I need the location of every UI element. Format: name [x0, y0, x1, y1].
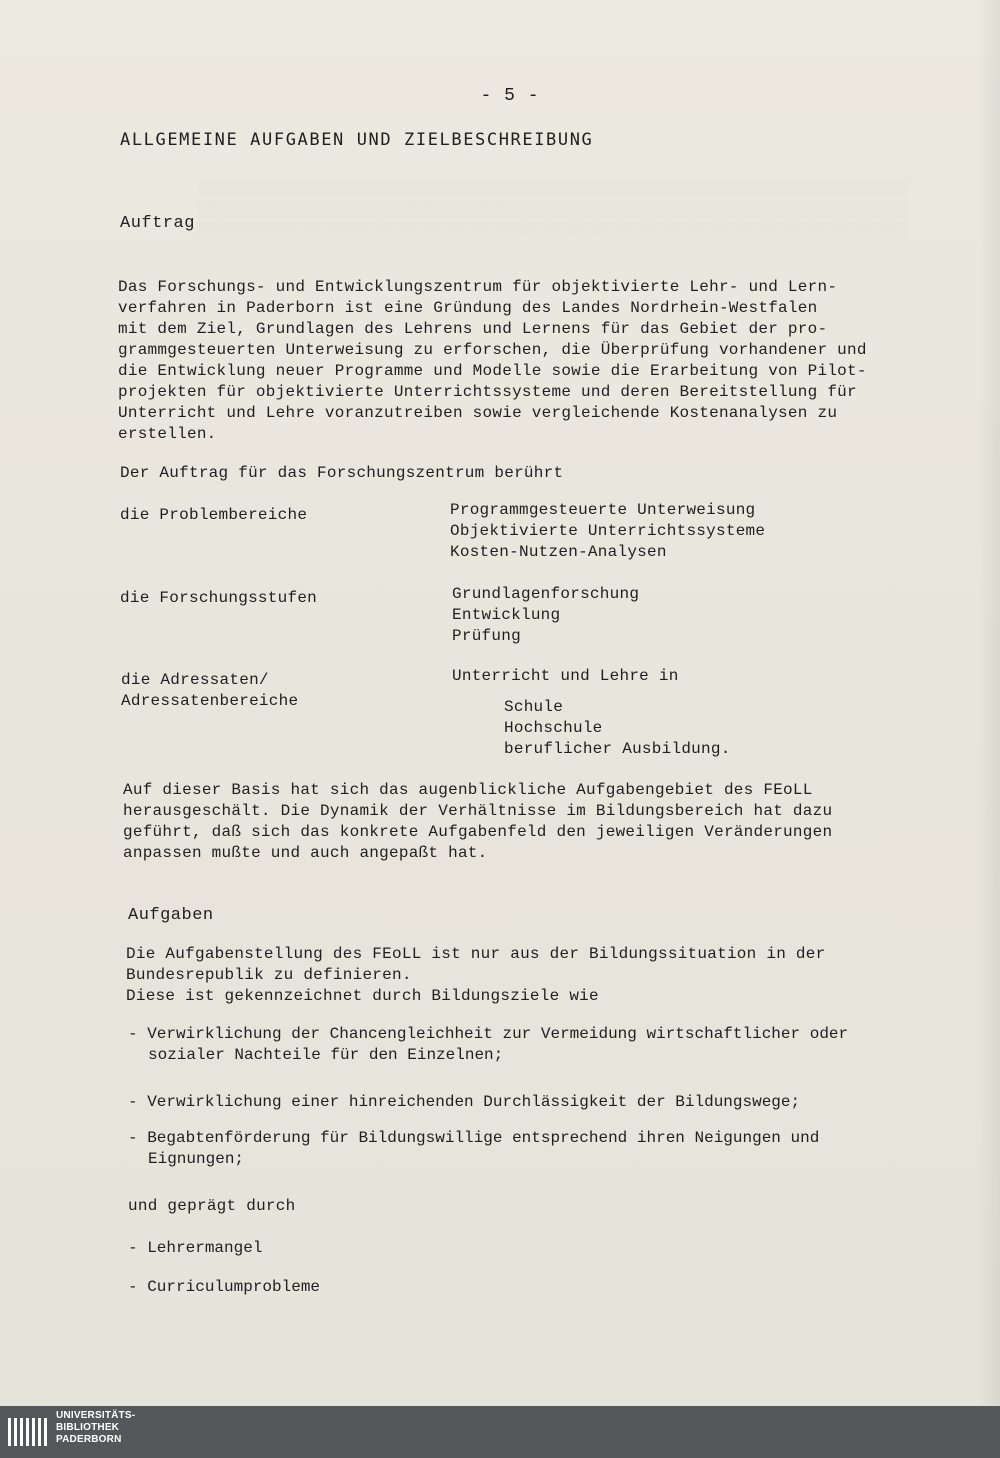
- list-item: Schule: [504, 698, 564, 716]
- paragraph-line: die Entwicklung neuer Programme und Modelle sowie die Erarbeitung von Pilot-: [118, 362, 867, 380]
- paragraph-line: herausgeschält. Die Dynamik der Verhältnisse im Bildungsbereich hat dazu: [123, 802, 833, 820]
- list-item: Hochschule: [504, 719, 603, 737]
- problem-list: [450, 500, 765, 563]
- auftrag-paragraph: [118, 277, 867, 445]
- library-logo-icon: [8, 1416, 48, 1448]
- section-title-auftrag: Auftrag: [120, 214, 195, 233]
- bildungsziel-item: [128, 1024, 848, 1066]
- logo-line: BIBLIOTHEK: [56, 1422, 120, 1433]
- paragraph-line: Die Aufgabenstellung des FEoLL ist nur aus der Bildungssituation in der: [126, 945, 826, 963]
- paragraph-line: Das Forschungs- und Entwicklungszentrum für objektivierte Lehr- und Lern-: [118, 278, 838, 296]
- stufen-list: [452, 584, 639, 647]
- auftrag-closing-paragraph: [123, 780, 832, 864]
- paragraph-line: grammgesteuerten Unterweisung zu erforschen, die Überprüfung vorhandener und: [118, 341, 867, 359]
- paragraph-line: geführt, daß sich das konkrete Aufgabenfeld den jeweiligen Veränderungen: [123, 823, 833, 841]
- logo-line: PADERBORN: [56, 1434, 122, 1445]
- aufgaben-intro-paragraph: [126, 944, 825, 1007]
- bildungsziel-item: [128, 1092, 800, 1113]
- bildungsziel-item: [128, 1128, 819, 1170]
- adressaten-label-line: Adressatenbereiche: [121, 692, 299, 710]
- paragraph-line: mit dem Ziel, Grundlagen des Lehrens und Lernens für das Gebiet der pro-: [118, 320, 828, 338]
- list-item: Prüfung: [452, 627, 521, 645]
- footer-bar: [0, 1406, 1000, 1458]
- paragraph-line: Bundesrepublik zu definieren.: [126, 966, 412, 984]
- adressaten-head: Unterricht und Lehre in: [452, 667, 679, 685]
- bullet-line: sozialer Nachteile für den Einzelnen;: [148, 1046, 504, 1064]
- list-item: Objektivierte Unterrichtssysteme: [450, 522, 766, 540]
- paragraph-line: Unterricht und Lehre voranzutreiben sowie vergleichende Kostenanalysen zu: [118, 404, 838, 422]
- stufen-label: die Forschungsstufen: [120, 589, 318, 607]
- list-item: Kosten-Nutzen-Analysen: [450, 543, 667, 561]
- paragraph-line: anpassen mußte und auch angepaßt hat.: [123, 844, 488, 862]
- page-number: - 5 -: [480, 86, 540, 106]
- adressaten-label-line: die Adressaten/: [121, 671, 269, 689]
- gepraegt-line: und geprägt durch: [128, 1197, 296, 1215]
- list-item: Programmgesteuerte Unterweisung: [450, 501, 756, 519]
- gepraegt-item: - Curriculumprobleme: [128, 1278, 321, 1296]
- section-title-aufgaben: Aufgaben: [128, 906, 214, 925]
- bullet-line: - Verwirklichung einer hinreichenden Durchlässigkeit der Bildungswege;: [128, 1093, 801, 1111]
- adressaten-list: [504, 697, 731, 760]
- problem-label: die Problembereiche: [120, 506, 308, 524]
- paragraph-line: verfahren in Paderborn ist eine Gründung des Landes Nordrhein-Westfalen: [118, 299, 818, 317]
- list-item: Entwicklung: [452, 606, 561, 624]
- auftrag-intro-line: Der Auftrag für das Forschungszentrum berührt: [120, 464, 564, 482]
- paragraph-line: Auf dieser Basis hat sich das augenblickliche Aufgabengebiet des FEoLL: [123, 781, 813, 799]
- paragraph-line: projekten für objektivierte Unterrichtssysteme und deren Bereitstellung für: [118, 383, 857, 401]
- paragraph-line: Diese ist gekennzeichnet durch Bildungsziele wie: [126, 987, 599, 1005]
- library-logo-text: [56, 1410, 135, 1446]
- adressaten-label: [121, 670, 298, 712]
- paragraph-line: erstellen.: [118, 425, 217, 443]
- gepraegt-item: - Lehrermangel: [128, 1239, 263, 1257]
- logo-line: UNIVERSITÄTS-: [56, 1410, 136, 1421]
- bleed-through-texture: ░░░░░░░░░░░░░░░░░░░░░░░░░░░░░░░░░░░░░░░░░░░░░░░░░░░░░░░░░░░░░░░░░░░░░░░░░░░░░░░ ░░░░░░░░░░░░░░░░░░░░░░░░░░░░░░░░░░░░░░░░░░░░░░░░░░░░░░░░░░░░░░░░░░░░░░░░░░░░░░░ ░░░░░░░░░░░░░░░░░░░░░░░░░░░░░░░░░░░░░░░░░░░░░░░░░░░░░░░░░░░░░░░░░░░░░░░░░░░░░░░: [196, 180, 908, 239]
- list-item: beruflicher Ausbildung.: [504, 740, 731, 758]
- list-item: Grundlagenforschung: [452, 585, 640, 603]
- bullet-line: Eignungen;: [148, 1150, 245, 1168]
- page-heading: ALLGEMEINE AUFGABEN UND ZIELBESCHREIBUNG: [120, 130, 594, 150]
- bullet-line: - Begabtenförderung für Bildungswillige entsprechend ihren Neigungen und: [128, 1129, 820, 1147]
- bullet-line: - Verwirklichung der Chancengleichheit zur Vermeidung wirtschaftlicher oder: [128, 1025, 849, 1043]
